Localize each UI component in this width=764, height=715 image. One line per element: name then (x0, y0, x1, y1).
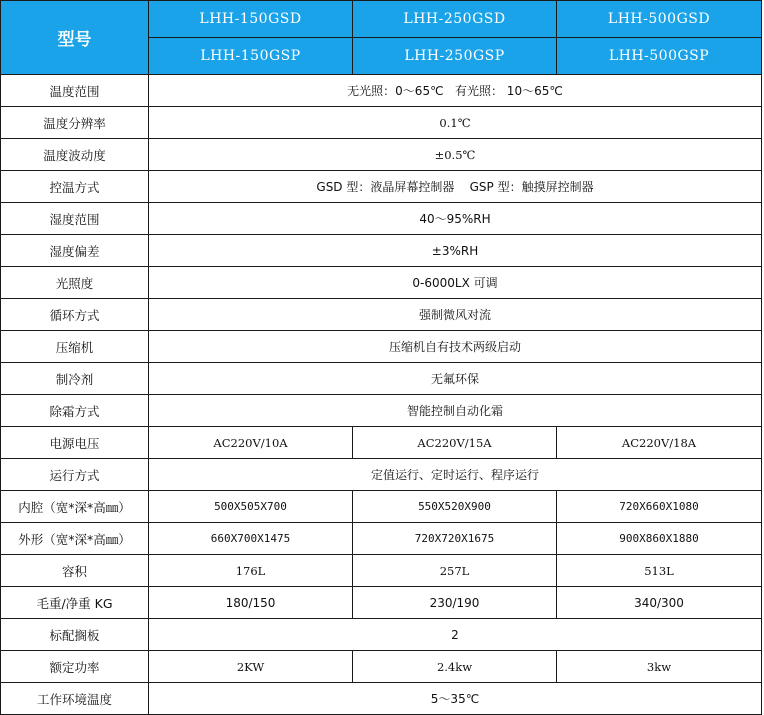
value-power-supply-150: AC220V/10A (149, 427, 353, 459)
row-circulation (1, 299, 762, 331)
value-power-supply-250: AC220V/15A (353, 427, 557, 459)
value-shelves: 2 (149, 619, 762, 651)
label-operation-mode: 运行方式 (1, 459, 149, 491)
label-weight: 毛重/净重 KG (1, 587, 149, 619)
value-ambient-temp: 5～35℃ (149, 683, 762, 715)
label-circulation: 循环方式 (1, 299, 149, 331)
value-compressor: 压缩机自有技术两级启动 (149, 331, 762, 363)
value-operation-mode: 定值运行、定时运行、程序运行 (149, 459, 762, 491)
value-volume-250: 257L (353, 555, 557, 587)
row-outer-size (1, 523, 762, 555)
row-temp-range (1, 75, 762, 107)
value-rated-power-250: 2.4kw (353, 651, 557, 683)
value-temp-range: 无光照：0～65℃ 有光照： 10～65℃ (149, 75, 762, 107)
row-defrost (1, 395, 762, 427)
value-outer-size-250: 720X720X1675 (353, 523, 557, 555)
row-temp-resolution (1, 107, 762, 139)
model-500gsd: LHH-500GSD (557, 1, 762, 38)
label-temp-resolution: 温度分辨率 (1, 107, 149, 139)
value-humidity-deviation: ±3%RH (149, 235, 762, 267)
value-outer-size-150: 660X700X1475 (149, 523, 353, 555)
row-humidity-deviation (1, 235, 762, 267)
label-shelves: 标配搁板 (1, 619, 149, 651)
label-outer-size: 外形（宽*深*高㎜） (1, 523, 149, 555)
label-defrost: 除霜方式 (1, 395, 149, 427)
label-inner-size: 内腔（宽*深*高㎜） (1, 491, 149, 523)
label-temp-control: 控温方式 (1, 171, 149, 203)
label-volume: 容积 (1, 555, 149, 587)
model-250gsp: LHH-250GSP (353, 38, 557, 75)
value-volume-500: 513L (557, 555, 762, 587)
value-volume-150: 176L (149, 555, 353, 587)
value-temp-resolution: 0.1℃ (149, 107, 762, 139)
label-power-supply: 电源电压 (1, 427, 149, 459)
value-power-supply-500: AC220V/18A (557, 427, 762, 459)
value-circulation: 强制微风对流 (149, 299, 762, 331)
header-row-1 (1, 1, 762, 38)
label-compressor: 压缩机 (1, 331, 149, 363)
value-rated-power-150: 2KW (149, 651, 353, 683)
row-ambient-temp (1, 683, 762, 715)
value-weight-500: 340/300 (557, 587, 762, 619)
value-illuminance: 0-6000LX 可调 (149, 267, 762, 299)
row-operation-mode (1, 459, 762, 491)
label-humidity-deviation: 湿度偏差 (1, 235, 149, 267)
value-weight-250: 230/190 (353, 587, 557, 619)
row-temp-fluctuation (1, 139, 762, 171)
value-weight-150: 180/150 (149, 587, 353, 619)
row-weight (1, 587, 762, 619)
value-inner-size-150: 500X505X700 (149, 491, 353, 523)
value-temp-control: GSD 型：液晶屏幕控制器 GSP 型：触摸屏控制器 (149, 171, 762, 203)
row-shelves (1, 619, 762, 651)
label-ambient-temp: 工作环境温度 (1, 683, 149, 715)
row-rated-power (1, 651, 762, 683)
label-refrigerant: 制冷剂 (1, 363, 149, 395)
label-rated-power: 额定功率 (1, 651, 149, 683)
label-temp-fluctuation: 温度波动度 (1, 139, 149, 171)
row-illuminance (1, 267, 762, 299)
value-defrost: 智能控制自动化霜 (149, 395, 762, 427)
value-inner-size-250: 550X520X900 (353, 491, 557, 523)
row-inner-size (1, 491, 762, 523)
model-150gsp: LHH-150GSP (149, 38, 353, 75)
model-250gsd: LHH-250GSD (353, 1, 557, 38)
label-illuminance: 光照度 (1, 267, 149, 299)
model-150gsd: LHH-150GSD (149, 1, 353, 38)
value-temp-fluctuation: ±0.5℃ (149, 139, 762, 171)
row-refrigerant (1, 363, 762, 395)
row-power-supply (1, 427, 762, 459)
label-temp-range: 温度范围 (1, 75, 149, 107)
value-inner-size-500: 720X660X1080 (557, 491, 762, 523)
row-temp-control (1, 171, 762, 203)
value-refrigerant: 无氟环保 (149, 363, 762, 395)
model-header-label: 型号 (1, 1, 149, 75)
value-rated-power-500: 3kw (557, 651, 762, 683)
row-humidity-range (1, 203, 762, 235)
model-500gsp: LHH-500GSP (557, 38, 762, 75)
label-humidity-range: 湿度范围 (1, 203, 149, 235)
row-compressor (1, 331, 762, 363)
value-humidity-range: 40～95%RH (149, 203, 762, 235)
row-volume (1, 555, 762, 587)
value-outer-size-500: 900X860X1880 (557, 523, 762, 555)
